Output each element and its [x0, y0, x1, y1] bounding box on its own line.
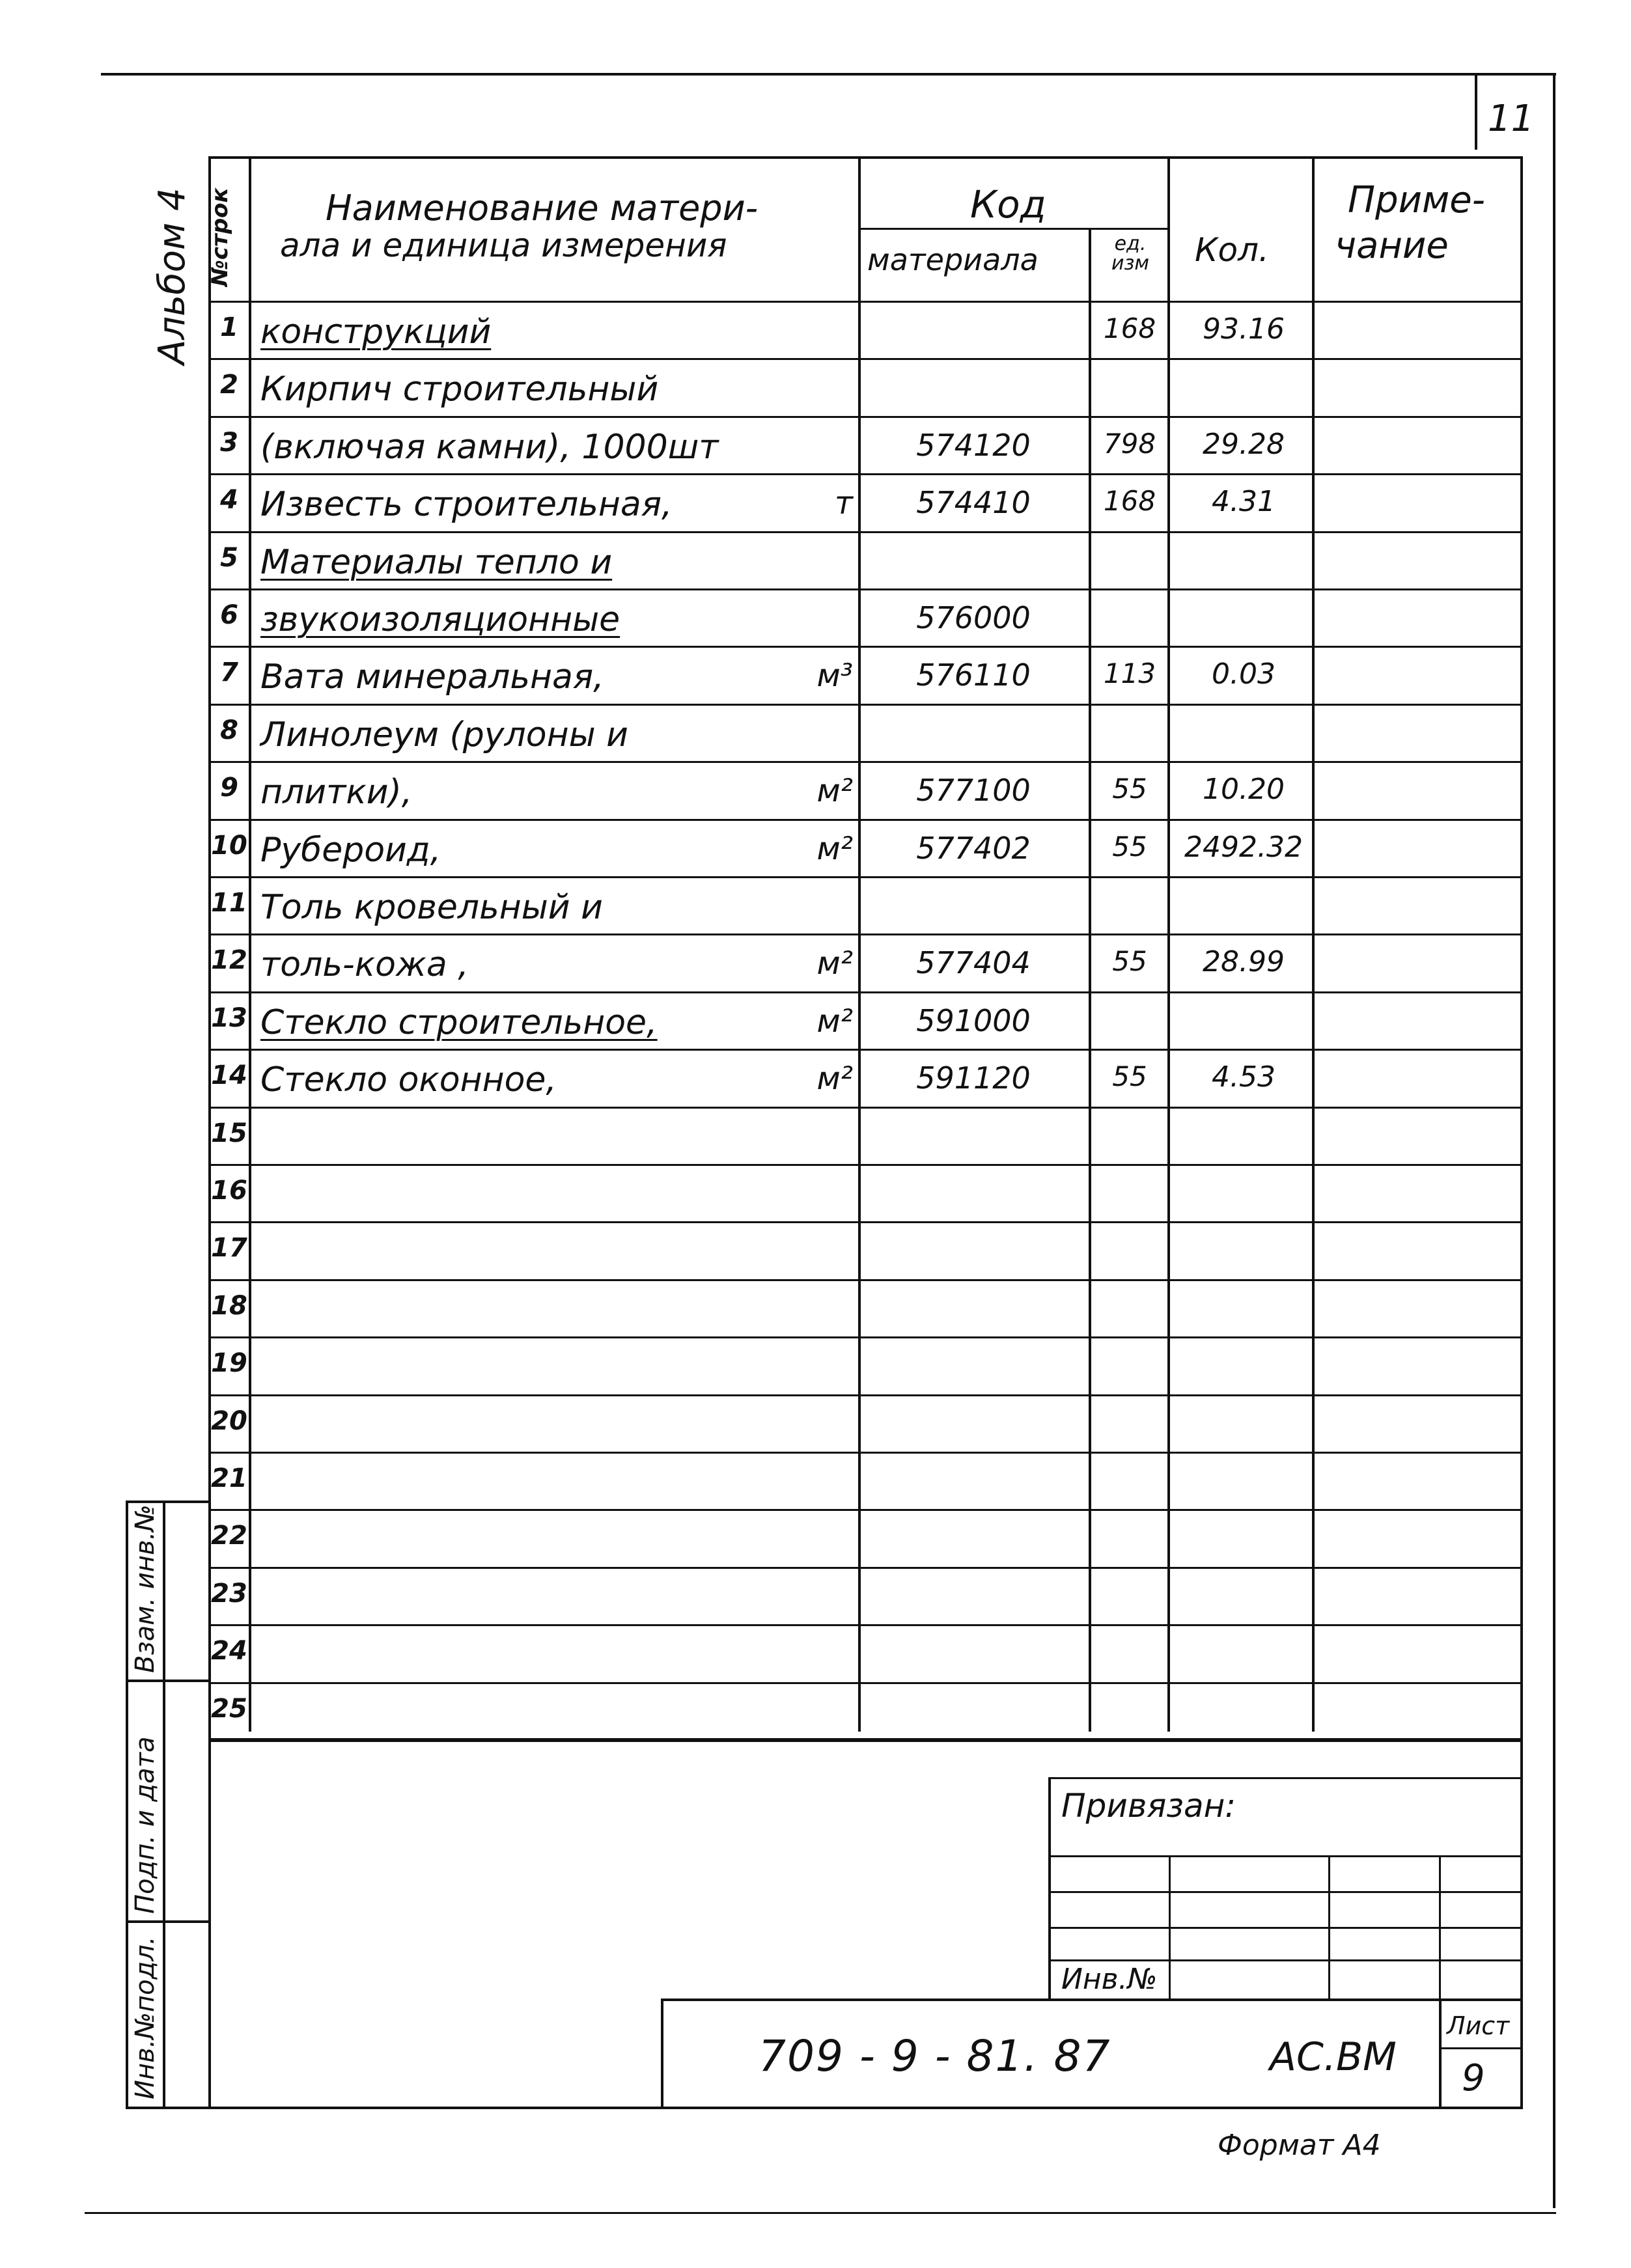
header-quantity: Кол. [1195, 231, 1269, 269]
row-material-name: Линолеум (рулоны и [260, 715, 628, 754]
row-number: 14 [211, 1060, 247, 1090]
row-material-name: (включая камни), 1000шт [260, 428, 719, 467]
row-material-code: 574410 [916, 485, 1031, 520]
row-material-name: Вата минеральная, [260, 657, 604, 697]
row-number: 17 [211, 1233, 247, 1263]
row-number: 18 [211, 1291, 247, 1321]
row-quantity: 4.53 [1212, 1060, 1276, 1094]
sheet-label: Лист [1447, 2012, 1510, 2040]
row-number: 7 [220, 657, 238, 687]
row-material-name: звукоизоляционные [260, 600, 620, 639]
row-divider [210, 416, 1520, 418]
page-number: 11 [1488, 98, 1535, 140]
side-box-mid [163, 1500, 165, 2109]
row-number: 13 [211, 1003, 247, 1033]
row-material-name: толь-кожа , [260, 945, 469, 984]
row-number: 16 [211, 1176, 247, 1206]
sheet-box-left [1439, 1998, 1442, 2109]
row-material-name: Материалы тепло и [260, 543, 613, 582]
format-label: Формат А4 [1218, 2129, 1381, 2162]
row-unit-code: 798 [1103, 428, 1156, 460]
stamp-bound-line2 [1048, 1891, 1520, 1893]
row-unit-code: 168 [1103, 312, 1156, 344]
row-material-name: плитки), [260, 773, 413, 812]
row-material-code: 574120 [916, 428, 1031, 463]
title-block-left [661, 1998, 663, 2109]
row-divider [210, 473, 1520, 475]
row-number: 9 [220, 773, 238, 803]
row-measure-unit: м² [816, 945, 853, 982]
table-top [208, 156, 1520, 159]
row-divider [210, 588, 1520, 590]
stamp-inv-label: Инв.№ [1061, 1963, 1158, 1996]
col-sep-qty [1312, 156, 1315, 1732]
stamp-bound-line1 [1048, 1855, 1520, 1857]
stamp-sep-1 [1169, 1855, 1171, 1998]
row-measure-unit: м² [816, 1003, 853, 1040]
side-label-replace-inv: Взам. инв.№ [130, 1504, 160, 1673]
row-number: 12 [211, 945, 247, 975]
row-material-code: 577100 [916, 773, 1031, 808]
top-rule [101, 73, 1556, 76]
side-box-div1 [126, 1680, 208, 1682]
row-measure-unit: т [835, 485, 853, 521]
row-material-name: Рубероид, [260, 831, 441, 870]
col-sep-unit [1167, 156, 1170, 1732]
row-number: 22 [211, 1521, 247, 1551]
row-quantity: 28.99 [1203, 945, 1285, 978]
outer-frame-right [1553, 73, 1555, 2208]
row-measure-unit: м² [816, 773, 853, 809]
row-number: 15 [211, 1118, 247, 1148]
row-divider [210, 1221, 1520, 1223]
row-divider [210, 1164, 1520, 1166]
row-divider [210, 1567, 1520, 1569]
row-divider [210, 991, 1520, 993]
row-divider [210, 1452, 1520, 1454]
stamp-sep-3 [1439, 1855, 1441, 1998]
row-number: 21 [211, 1463, 247, 1493]
row-material-code: 576000 [916, 600, 1031, 635]
row-material-name: Толь кровельный и [260, 888, 603, 927]
row-divider [210, 1394, 1520, 1396]
row-material-code: 576110 [916, 657, 1031, 693]
row-number: 8 [220, 715, 238, 745]
row-divider [210, 876, 1520, 878]
header-row-number: №строк [207, 187, 233, 286]
row-unit-code: 55 [1112, 945, 1147, 977]
side-box-bottom [126, 2107, 208, 2109]
row-divider [210, 819, 1520, 821]
row-number: 1 [220, 312, 238, 342]
row-number: 10 [211, 831, 247, 861]
header-note-line1: Приме- [1348, 179, 1485, 221]
col-sep-num [249, 156, 251, 1732]
page-number-box-edge [1475, 73, 1477, 150]
row-measure-unit: м³ [816, 657, 853, 694]
stamp-bound-left [1048, 1777, 1051, 1998]
row-divider [210, 646, 1520, 648]
row-divider [210, 531, 1520, 533]
row-number: 24 [211, 1636, 247, 1666]
row-number: 25 [211, 1694, 247, 1724]
header-name-line2: ала и единица измерения [280, 227, 727, 264]
row-divider [210, 301, 1520, 303]
row-number: 20 [211, 1406, 247, 1436]
row-number: 3 [220, 428, 238, 458]
stamp-top [208, 1738, 1520, 1741]
header-code: Код [970, 182, 1046, 227]
row-material-code: 577404 [916, 945, 1031, 980]
row-material-code: 591000 [916, 1003, 1031, 1038]
row-quantity: 0.03 [1212, 657, 1276, 691]
side-box-top [126, 1500, 208, 1503]
row-number: 4 [220, 485, 238, 515]
row-number: 6 [220, 600, 238, 630]
col-sep-name [858, 156, 861, 1732]
header-code-material: материала [867, 242, 1039, 277]
row-divider [210, 761, 1520, 763]
row-quantity: 29.28 [1203, 428, 1285, 461]
row-divider [210, 1279, 1520, 1281]
row-divider [210, 933, 1520, 935]
side-box-left [126, 1500, 128, 2109]
stamp-bound-top [1048, 1777, 1520, 1779]
row-number: 2 [220, 370, 238, 400]
row-divider [210, 1624, 1520, 1626]
row-divider [210, 1509, 1520, 1511]
row-unit-code: 55 [1112, 831, 1147, 863]
row-unit-code: 55 [1112, 1060, 1147, 1092]
row-number: 5 [220, 543, 238, 573]
row-material-code: 591120 [916, 1060, 1031, 1096]
side-box-div2 [126, 1920, 208, 1923]
row-number: 23 [211, 1579, 247, 1609]
row-unit-code: 168 [1103, 485, 1156, 517]
header-code-unit: ед. изм [1111, 232, 1150, 275]
row-number: 19 [211, 1348, 247, 1378]
row-divider [210, 1049, 1520, 1051]
row-divider [210, 704, 1520, 706]
stamp-bound-label: Привязан: [1061, 1787, 1236, 1825]
stamp-bound-line4 [1048, 1959, 1520, 1961]
row-material-name: Стекло оконное, [260, 1060, 557, 1099]
frame-right [1520, 156, 1523, 2109]
row-quantity: 93.16 [1203, 312, 1285, 346]
row-divider [210, 358, 1520, 360]
row-material-name: Известь строительная, [260, 485, 673, 524]
row-quantity: 10.20 [1203, 773, 1285, 806]
document-code: 709 - 9 - 81. 87 [759, 2031, 1111, 2081]
row-measure-unit: м² [816, 1060, 853, 1097]
row-unit-code: 55 [1112, 773, 1147, 805]
row-quantity: 2492.32 [1184, 831, 1303, 864]
header-name-line1: Наименование матери- [326, 187, 759, 228]
row-unit-code: 113 [1103, 657, 1156, 689]
side-label-sign-date: Подп. и дата [130, 1736, 160, 1914]
row-quantity: 4.31 [1212, 485, 1276, 518]
album-label: Альбом 4 [151, 187, 193, 365]
sheet-box-divider [1439, 2047, 1520, 2049]
row-number: 11 [211, 888, 247, 918]
row-measure-unit: м² [816, 831, 853, 867]
row-divider [210, 1682, 1520, 1684]
side-label-inv-orig: Инв.№подл. [130, 1936, 160, 2099]
row-material-name: конструкций [260, 312, 492, 352]
bottom-rule [85, 2212, 1556, 2214]
row-material-name: Стекло строительное, [260, 1003, 658, 1042]
title-block-top [661, 1998, 1520, 2001]
document-mark: АС.ВМ [1270, 2034, 1397, 2080]
header-note-line2: чание [1335, 225, 1449, 267]
stamp-bound-line3 [1048, 1927, 1520, 1929]
row-divider [210, 1107, 1520, 1109]
code-subheader-line [859, 228, 1169, 230]
row-material-code: 577402 [916, 831, 1031, 866]
row-material-name: Кирпич строительный [260, 370, 659, 409]
sheet-number: 9 [1462, 2057, 1485, 2099]
stamp-sep-2 [1328, 1855, 1330, 1998]
frame-bottom [208, 2107, 1520, 2109]
row-divider [210, 1336, 1520, 1338]
